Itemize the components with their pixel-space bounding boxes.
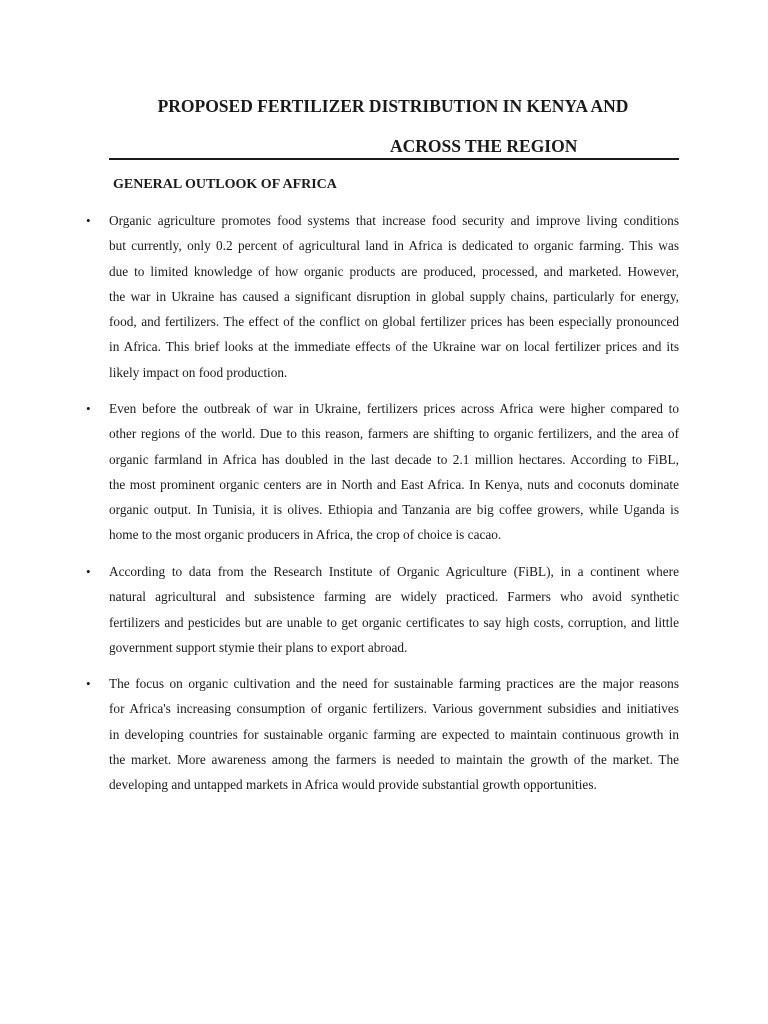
paragraph-line: government support stymie their plans to export abroad.	[109, 639, 408, 655]
bullet-dot: •	[86, 401, 91, 416]
document-title-line-2: ACROSS THE REGION	[390, 136, 578, 156]
document-title-line-1: PROPOSED FERTILIZER DISTRIBUTION IN KENYA AND	[157, 96, 629, 116]
section-heading: GENERAL OUTLOOK OF AFRICA	[113, 177, 337, 192]
paragraph-line: Organic agriculture promotes food systems that increase food security and improve living conditions	[109, 213, 679, 228]
paragraph-line: food, and fertilizers. The effect of the conflict on global fertilizer prices has been especially pronounced	[109, 314, 679, 330]
paragraph-line: According to data from the Research Institute of Organic Agriculture (FiBL), in a continent where	[109, 564, 679, 579]
paragraph-line: the market. More awareness among the farmers is needed to maintain the growth of the market. The	[109, 751, 679, 767]
paragraph-line: for Africa's increasing consumption of organic fertilizers. Various government subsidies and initiatives	[109, 701, 679, 717]
paragraph-line: organic output. In Tunisia, it is olives. Ethiopia and Tanzania are big coffee growers, while Uganda is	[109, 502, 679, 518]
paragraph-line: but currently, only 0.2 percent of agricultural land in Africa is dedicated to organic farming. This was	[109, 238, 679, 254]
paragraph-line: developing and untapped markets in Africa would provide substantial growth opportunities.	[109, 777, 597, 793]
paragraph-line: the most prominent organic centers are in North and East Africa. In Kenya, nuts and coconuts dominate	[109, 476, 679, 492]
bullet-paragraph	[109, 671, 679, 797]
paragraph-line: the war in Ukraine has caused a significant disruption in global supply chains, particularly for energy,	[109, 288, 679, 304]
bullet-paragraph	[109, 396, 679, 548]
bullet-paragraph	[109, 559, 679, 660]
bullet-paragraph	[109, 208, 679, 385]
paragraph-line: likely impact on food production.	[109, 364, 288, 380]
paragraph-line: fertilizers and pesticides but are unable to get organic certificates to say high costs, corruption, and little	[109, 614, 679, 630]
paragraph-line: other regions of the world. Due to this reason, farmers are shifting to organic fertilizers, and the area of	[109, 426, 679, 442]
paragraph-line: in Africa. This brief looks at the immediate effects of the Ukraine war on local fertilizer prices and its	[109, 339, 679, 355]
paragraph-line: organic farmland in Africa has doubled in the last decade to 2.1 million hectares. According to FiBL,	[109, 451, 679, 467]
paragraph-line: in developing countries for sustainable organic farming are expected to maintain continuous growth in	[109, 726, 679, 742]
paragraph-line: The focus on organic cultivation and the need for sustainable farming practices are the major reasons	[109, 676, 679, 691]
bullet-dot: •	[86, 676, 91, 691]
bullet-dot: •	[86, 213, 91, 228]
paragraph-line: Even before the outbreak of war in Ukraine, fertilizers prices across Africa were higher compared to	[109, 401, 679, 416]
paragraph-line: due to limited knowledge of how organic products are produced, processed, and marketed. However,	[109, 263, 679, 279]
bullet-dot: •	[86, 564, 91, 579]
paragraph-line: home to the most organic producers in Africa, the crop of choice is cacao.	[109, 527, 502, 543]
paragraph-line: natural agricultural and subsistence farming are widely practiced. Farmers who avoid synthetic	[109, 589, 679, 605]
document-title-line-2-underlined	[109, 134, 679, 160]
